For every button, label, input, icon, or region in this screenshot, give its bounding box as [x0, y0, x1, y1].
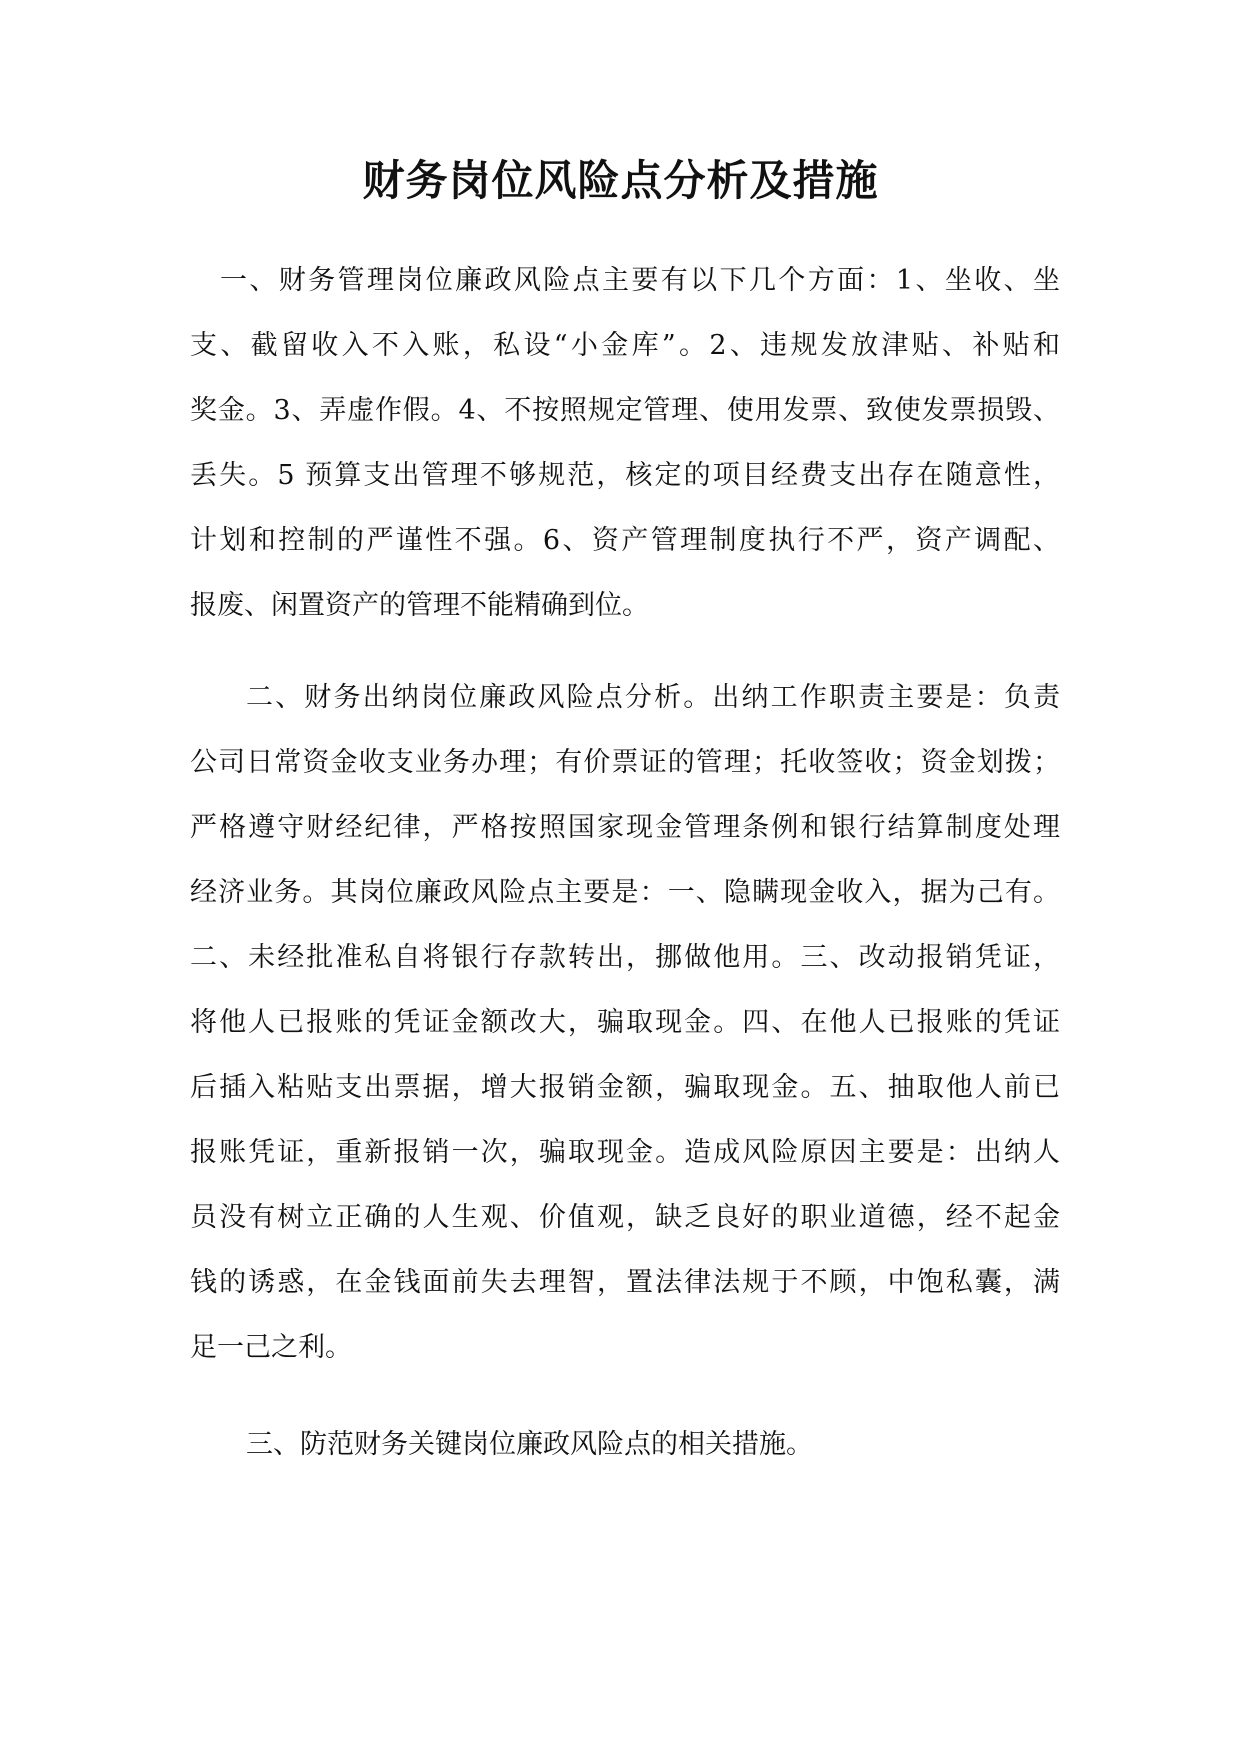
paragraph-finance-management-risks — [190, 248, 1060, 638]
paragraph-line: 报废、闲置资产的管理不能精确到位。 — [190, 590, 649, 621]
paragraph-line: 一、财务管理岗位廉政风险点主要有以下几个方面：1、坐收、坐 — [220, 265, 1060, 296]
paragraph-line: 将他人已报账的凭证金额改大，骗取现金。四、在他人已报账的凭证 — [190, 1007, 1060, 1038]
paragraph-prevention-measures — [190, 1412, 1060, 1477]
paragraph-line: 奖金。3、弄虚作假。4、不按照规定管理、使用发票、致使发票损毁、 — [190, 395, 1060, 426]
paragraph-line: 报账凭证，重新报销一次，骗取现金。造成风险原因主要是：出纳人 — [190, 1137, 1060, 1168]
document-title: 财务岗位风险点分析及措施 — [362, 156, 879, 205]
paragraph-line: 足一己之利。 — [190, 1332, 352, 1363]
paragraph-line: 二、财务出纳岗位廉政风险点分析。出纳工作职责主要是：负责 — [246, 682, 1060, 713]
paragraph-line: 员没有树立正确的人生观、价值观，缺乏良好的职业道德，经不起金 — [190, 1202, 1060, 1233]
paragraph-cashier-risks — [190, 665, 1060, 1380]
paragraph-line: 二、未经批准私自将银行存款转出，挪做他用。三、改动报销凭证， — [190, 942, 1060, 973]
paragraph-line: 经济业务。其岗位廉政风险点主要是：一、隐瞒现金收入，据为己有。 — [190, 877, 1060, 908]
paragraph-line: 支、截留收入不入账，私设“小金库”。2、违规发放津贴、补贴和 — [190, 330, 1060, 361]
paragraph-line: 公司日常资金收支业务办理；有价票证的管理；托收签收；资金划拨； — [190, 747, 1060, 778]
paragraph-line: 计划和控制的严谨性不强。6、资产管理制度执行不严，资产调配、 — [190, 525, 1060, 556]
paragraph-line: 钱的诱惑，在金钱面前失去理智，置法律法规于不顾，中饱私囊，满 — [190, 1267, 1060, 1298]
paragraph-line: 后插入粘贴支出票据，增大报销金额，骗取现金。五、抽取他人前已 — [190, 1072, 1060, 1103]
paragraph-line: 严格遵守财经纪律，严格按照国家现金管理条例和银行结算制度处理 — [190, 812, 1060, 843]
paragraph-line: 三、防范财务关键岗位廉政风险点的相关措施。 — [246, 1429, 813, 1460]
paragraph-line: 丢失。5 预算支出管理不够规范，核定的项目经费支出存在随意性， — [190, 460, 1060, 491]
